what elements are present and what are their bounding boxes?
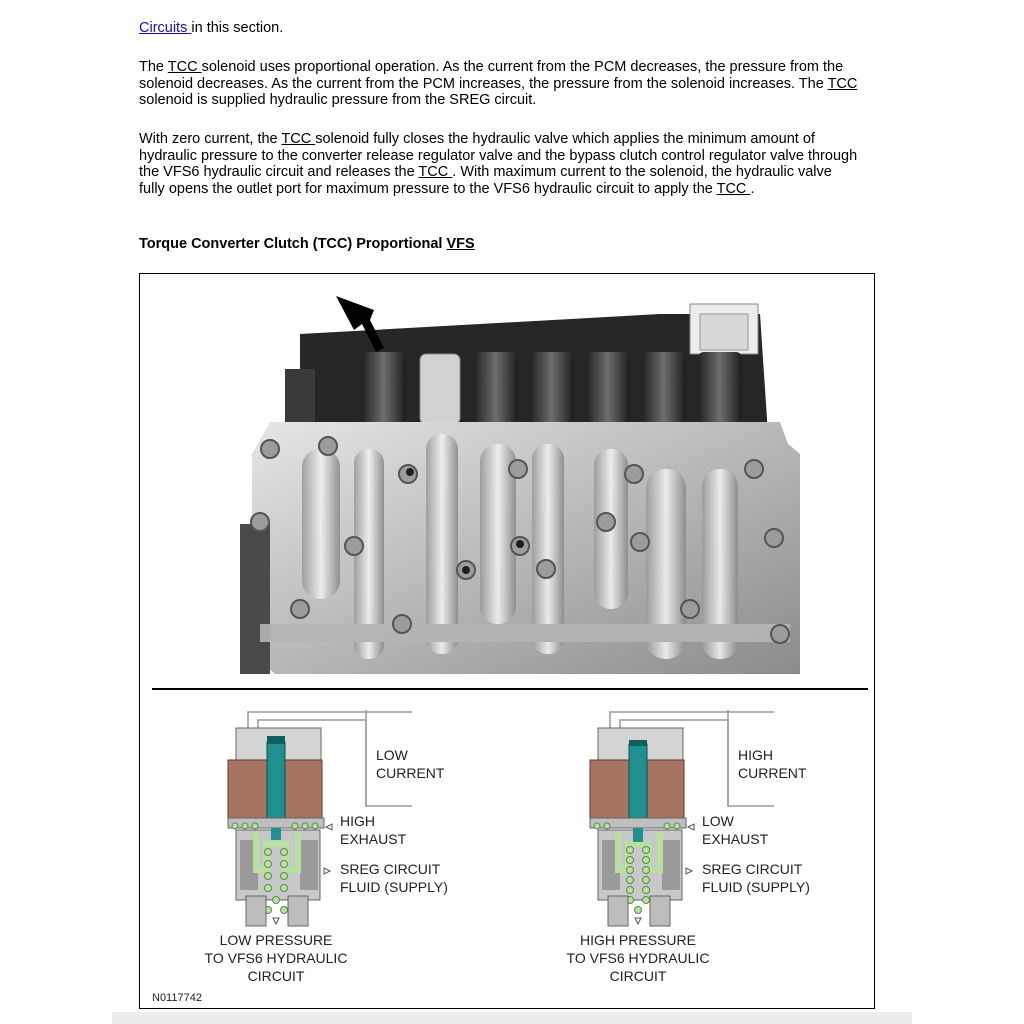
left-output-label-3: CIRCUIT xyxy=(247,968,305,984)
page-bottom-strip xyxy=(112,1012,912,1024)
right-output-label-1: HIGH PRESSURE xyxy=(580,932,696,948)
intro-text: in this section. xyxy=(191,20,284,36)
right-exhaust-label-2: EXHAUST xyxy=(702,831,769,847)
paragraph-current-behavior xyxy=(139,131,859,197)
left-spool xyxy=(267,742,285,828)
left-exhaust-label-1: HIGH xyxy=(340,813,375,829)
left-current-label-2: CURRENT xyxy=(376,765,445,781)
p1-text-1: The xyxy=(139,59,168,75)
right-current-label-2: CURRENT xyxy=(738,765,807,781)
left-current-label-1: LOW xyxy=(376,747,408,763)
tcc-abbr-link[interactable]: TCC xyxy=(418,164,453,180)
p1-text-3: solenoid is supplied hydraulic pressure from the SREG circuit. xyxy=(139,92,537,108)
figure-svg xyxy=(140,274,874,1008)
figure-code: N0117742 xyxy=(152,992,202,1004)
intro-line xyxy=(139,20,859,37)
left-coil xyxy=(228,760,268,820)
tcc-solenoid-figure xyxy=(139,273,875,1009)
tcc-abbr-link[interactable]: TCC xyxy=(167,59,202,75)
p2-text-4: . xyxy=(750,180,755,197)
p1-text-2: solenoid uses proportional operation. As the current from the PCM decreases, the pressure from the solenoid decreases. As the current from the PCM increases, the pressure from the solenoid increases. The xyxy=(139,59,844,92)
figure-heading-text: Torque Converter Clutch (TCC) Proportional xyxy=(139,236,447,252)
right-spool xyxy=(629,744,647,822)
right-output-label-2: TO VFS6 HYDRAULIC xyxy=(566,950,710,966)
right-current-label-1: HIGH xyxy=(738,747,773,763)
tcc-abbr-link[interactable]: TCC xyxy=(827,75,858,92)
left-output-label-1: LOW PRESSURE xyxy=(219,932,333,948)
tcc-abbr-link[interactable]: TCC xyxy=(281,131,316,147)
figure-heading xyxy=(139,236,859,253)
vfs-abbr-link[interactable]: VFS xyxy=(446,236,475,252)
p2-text-3: . With maximum current to the solenoid, the hydraulic valve fully opens the outlet port for maximum pressure to the VFS6 hydraulic circuit to apply the xyxy=(139,164,832,197)
circuits-link[interactable]: Circuits xyxy=(139,20,192,36)
right-supply-label-1: SREG CIRCUIT xyxy=(702,861,803,877)
valve-body-photo xyxy=(240,294,800,674)
p2-text-1: With zero current, the xyxy=(139,131,282,147)
left-exhaust-label-2: EXHAUST xyxy=(340,831,407,847)
right-coil xyxy=(590,760,630,820)
right-output-label-3: CIRCUIT xyxy=(609,968,667,984)
paragraph-proportional-operation xyxy=(139,59,859,109)
p2-text-2: solenoid fully closes the hydraulic valve which applies the minimum amount of hydraulic pressure to the converter release regulator valve and the bypass clutch control regulator valve through the VFS6 hydraulic circuit and releases the xyxy=(139,131,858,180)
right-supply-label-2: FLUID (SUPPLY) xyxy=(702,879,810,895)
left-supply-label-2: FLUID (SUPPLY) xyxy=(340,879,448,895)
right-exhaust-label-1: LOW xyxy=(702,813,734,829)
left-supply-label-1: SREG CIRCUIT xyxy=(340,861,441,877)
tcc-abbr-link[interactable]: TCC xyxy=(716,180,751,197)
left-output-label-2: TO VFS6 HYDRAULIC xyxy=(204,950,348,966)
